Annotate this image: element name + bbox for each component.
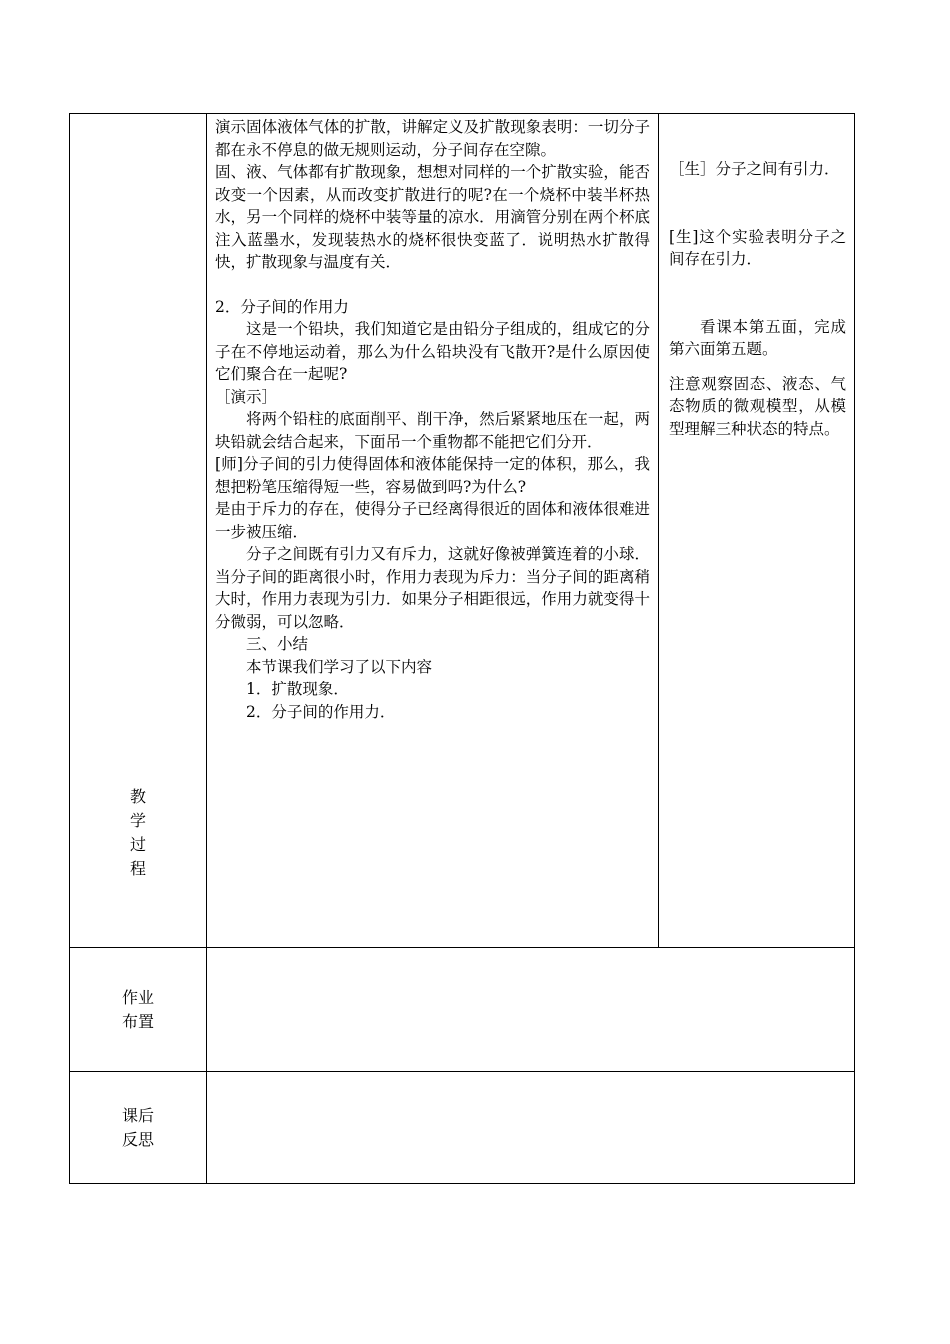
student-response-1: ［生］分子之间有引力． [669,160,840,178]
reflection-content-cell [207,1072,855,1184]
demo-tag: ［演示］ [215,387,278,406]
teaching-process-main-cell [207,114,659,948]
homework-label: 作业 布置 [121,987,154,1031]
summary-title: 三、小结 [246,635,309,653]
homework-row [70,948,855,1072]
lesson-plan-table [69,113,855,1184]
teaching-process-label: 教 学 过 程 [129,787,146,878]
summary-item: 1．扩散现象． [246,680,349,698]
reflection-label: 课后 反思 [121,1105,154,1149]
lead-block-paragraph: 这是一个铅块，我们知道它是由铅分子组成的，组成它的分子在不停地运动着，那么为什么铅块没有飞散开?是什么原因使它们聚合在一起呢? [215,320,650,383]
reflection-row [70,1072,855,1184]
teaching-process-label-cell [70,114,207,948]
diffusion-question-paragraph: 固、液、气体都有扩散现象，想想对同样的一个扩散实验，能否改变一个因素，从而改变扩散进行的呢?在一个烧杯中装半杯热水，另一个同样的烧杯中装等量的凉水．用滴管分别在两个杯底注入蓝墨水，发现装热水的烧杯很快变蓝了．说明热水扩散得快，扩散现象与温度有关． [215,163,650,271]
section-2-title: 2．分子间的作用力 [215,297,349,316]
reflection-label-cell [70,1072,207,1184]
teacher-paragraph: [师]分子间的引力使得固体和液体能保持一定的体积，那么，我想把粉笔压缩得短一些，容易做到吗?为什么? [215,455,650,496]
spring-paragraph: 分子之间既有引力又有斥力，这就好像被弹簧连着的小球．当分子间的距离很小时，作用力表现为斥力：当分子间的距离稍大时，作用力表现为引力．如果分子相距很远，作用力就变得十分微弱，可以忽略． [215,545,650,631]
reading-task: 看课本第五面，完成第六面第五题。 [669,317,846,358]
homework-content-cell [207,948,855,1072]
student-response-2: [生]这个实验表明分子之间存在引力． [669,227,846,268]
teaching-process-row [70,114,855,948]
summary-intro: 本节课我们学习了以下内容 [246,657,433,676]
homework-label-cell [70,948,207,1072]
observation-note: 注意观察固态、液态、气态物质的微观模型，从模型理解三种状态的特点。 [669,374,846,438]
student-activity-cell [659,114,855,948]
summary-item: 2．分子间的作用力． [246,702,396,721]
intro-paragraph: 演示固体液体气体的扩散，讲解定义及扩散现象表明：一切分子都在永不停息的做无规则运动，分子间存在空隙。 [215,118,650,159]
demo-paragraph: 将两个铅柱的底面削平、削干净，然后紧紧地压在一起，两块铅就会结合起来，下面吊一个重物都不能把它们分开． [215,410,650,451]
repulsion-paragraph: 是由于斥力的存在，使得分子已经离得很近的固体和液体很难进一步被压缩． [215,500,650,541]
